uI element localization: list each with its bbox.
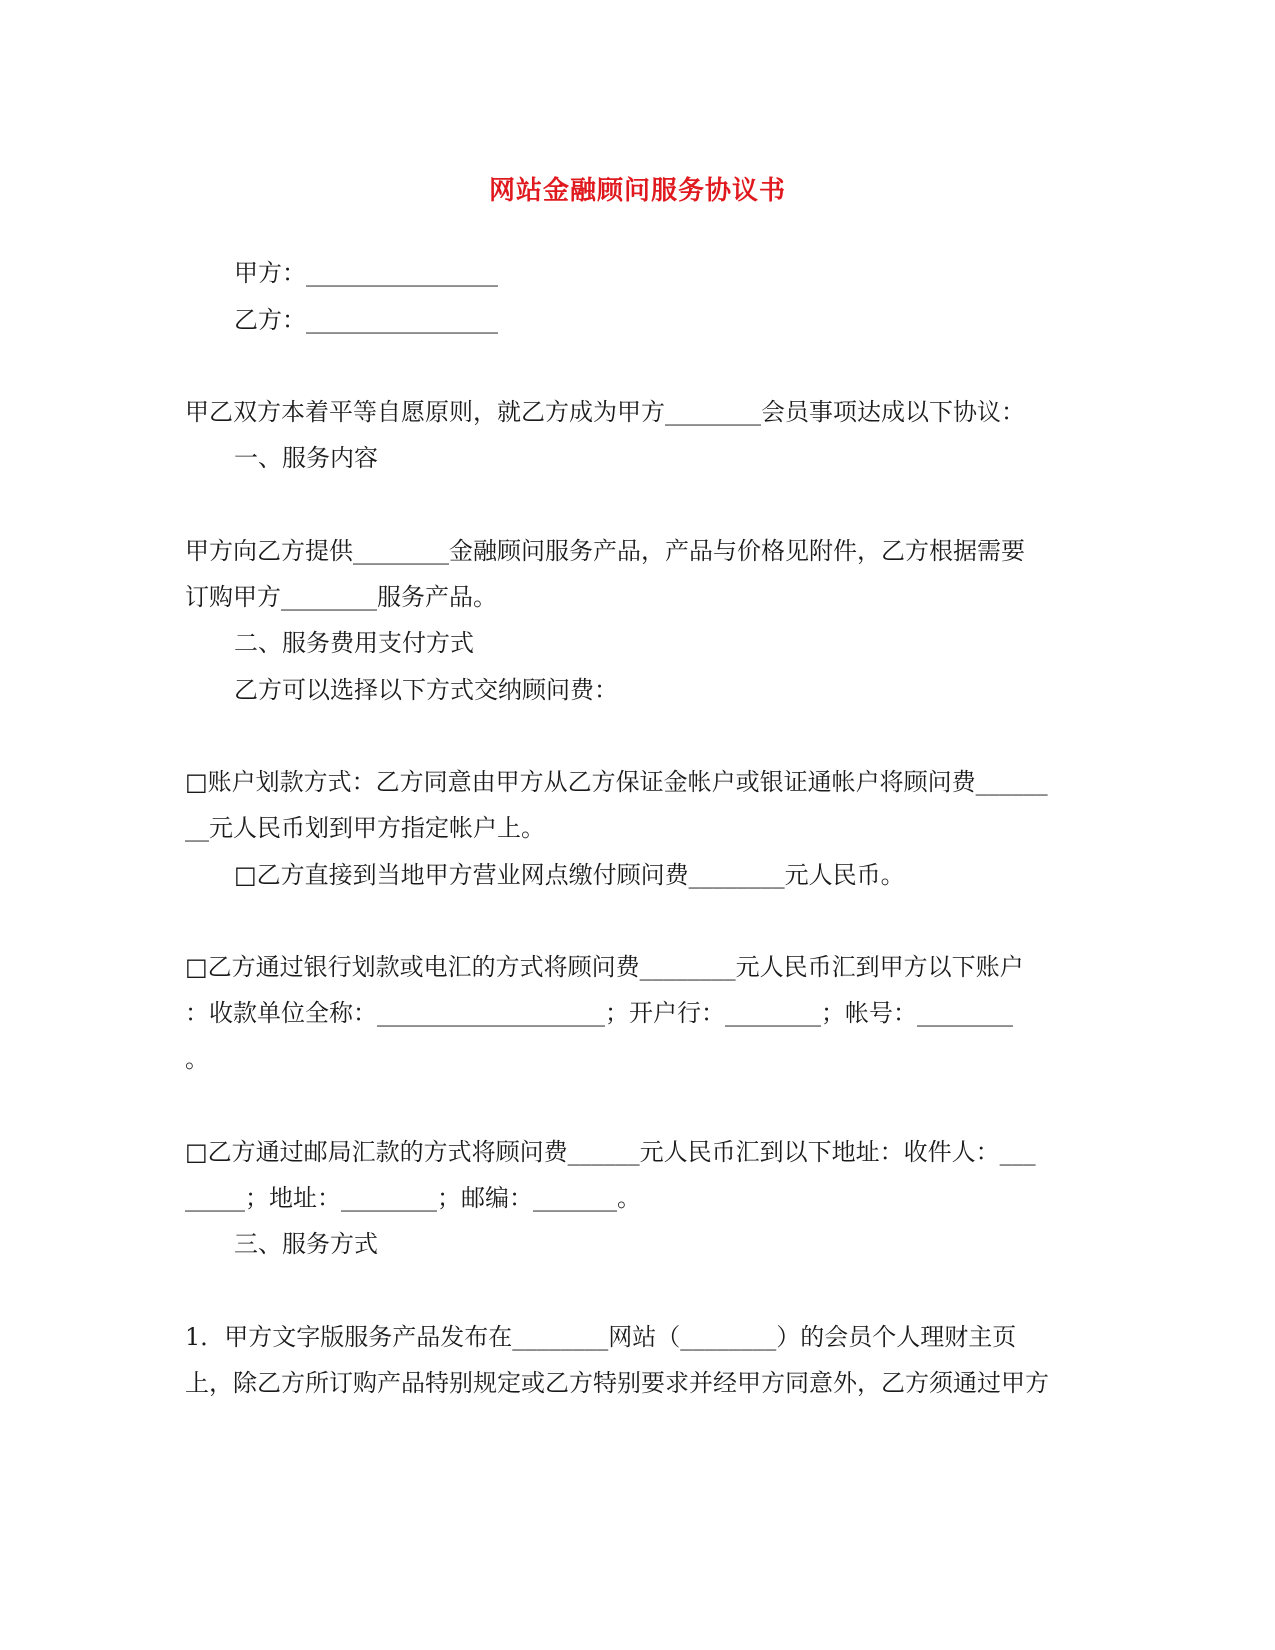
option-line: _____；地址：________；邮编：_______。: [185, 1184, 641, 1212]
option-line: □乙方通过银行划款或电汇的方式将顾问费________元人民币汇到甲方以下账户: [185, 953, 1024, 981]
paragraph-line: 甲方向乙方提供________金融顾问服务产品，产品与价格见附件，乙方根据需要: [185, 537, 1025, 565]
document-title: 网站金融顾问服务协议书: [488, 176, 786, 206]
section-heading-3: 三、服务方式: [234, 1230, 378, 1258]
preamble-line: 甲乙双方本着平等自愿原则，就乙方成为甲方________会员事项达成以下协议：: [185, 398, 1025, 426]
party-a-line: 甲方：________________: [234, 259, 498, 287]
section-heading-1: 一、服务内容: [234, 444, 378, 472]
option-line: __元人民币划到甲方指定帐户上。: [185, 814, 545, 842]
option-line: □乙方通过邮局汇款的方式将顾问费______元人民币汇到以下地址：收件人：___: [185, 1138, 1036, 1166]
option-line: □乙方直接到当地甲方营业网点缴付顾问费________元人民币。: [234, 861, 905, 889]
option-line: □账户划款方式：乙方同意由甲方从乙方保证金帐户或银证通帐户将顾问费______: [185, 768, 1048, 796]
section-heading-2: 二、服务费用支付方式: [234, 629, 474, 657]
paragraph-line: 乙方可以选择以下方式交纳顾问费：: [234, 676, 618, 704]
option-line: ：收款单位全称：___________________；开户行：________；帐号：________: [185, 999, 1013, 1027]
paragraph-line: 1．甲方文字版服务产品发布在________网站（________）的会员个人理财主页: [185, 1323, 1017, 1351]
party-b-line: 乙方：________________: [234, 306, 498, 334]
paragraph-line: 上，除乙方所订购产品特别规定或乙方特别要求并经甲方同意外，乙方须通过甲方: [185, 1369, 1049, 1397]
option-line: 。: [185, 1045, 209, 1073]
paragraph-line: 订购甲方________服务产品。: [185, 583, 497, 611]
